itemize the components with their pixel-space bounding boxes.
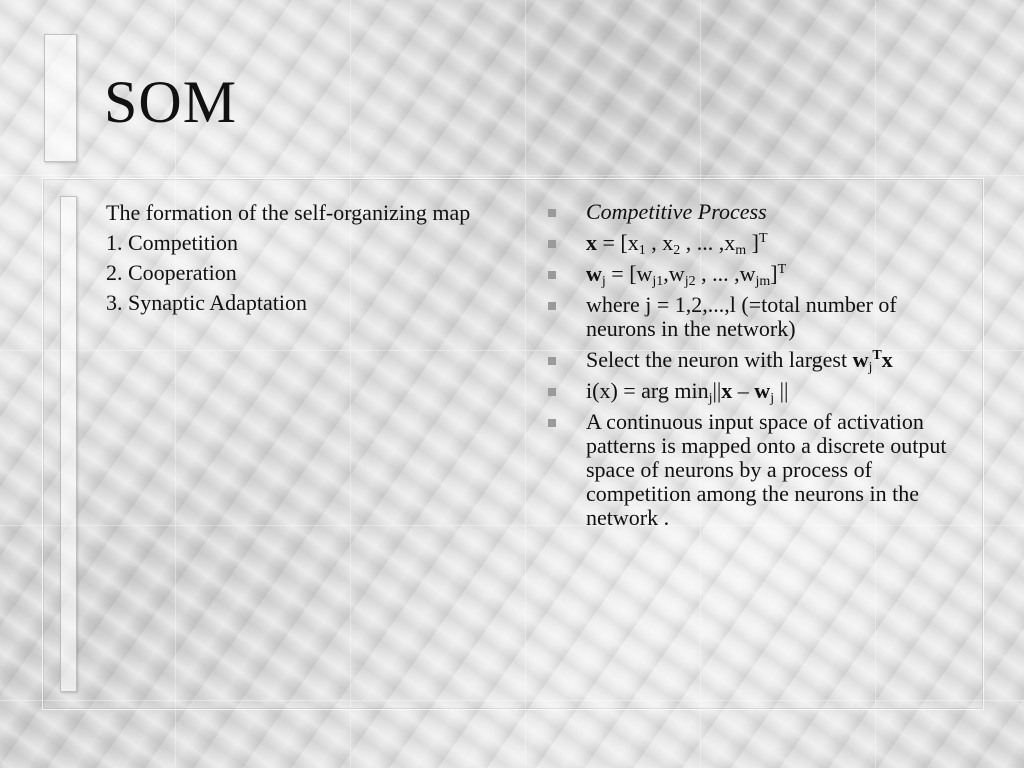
title-accent-bar — [44, 34, 77, 162]
x-end: ] — [746, 230, 759, 255]
w-symbol: w — [586, 261, 602, 286]
bullet-where-j — [548, 293, 958, 341]
arg-x: x — [721, 378, 733, 403]
x-sub-m: m — [735, 243, 747, 258]
square-bullet-icon — [548, 209, 556, 217]
square-bullet-icon — [548, 357, 556, 365]
x-symbol: x — [586, 230, 597, 255]
right-bullet-list — [548, 200, 958, 537]
arg-norm-open: || — [712, 378, 722, 403]
slide-title: SOM — [104, 69, 238, 135]
bullet-continuous-input — [548, 410, 958, 530]
w-sup-t: T — [777, 262, 787, 277]
select-text: Select the neuron with largest — [586, 347, 853, 372]
arg-norm-close: || — [774, 378, 789, 403]
x-sup-t: T — [758, 231, 768, 246]
left-item-competition: 1. Competition — [106, 230, 238, 255]
select-sup-t-wrap — [872, 348, 881, 363]
x-eq: = [x — [597, 230, 639, 255]
arg-minus: – — [732, 378, 755, 403]
x-sub-2: 2 — [673, 243, 681, 258]
arg-w: w — [754, 378, 771, 403]
x-mid-2: , ... ,x — [680, 230, 736, 255]
select-w: w — [852, 347, 869, 372]
w-sub-jm: jm — [755, 274, 771, 289]
where-j-text: where j = 1,2,...,l (=total number of neurons in the network) — [586, 292, 897, 341]
bullet-arg-min — [548, 378, 958, 406]
w-sub-j1: j1 — [652, 274, 664, 289]
continuous-input-text: A continuous input space of activation patterns is mapped onto a discrete output space of neurons by a process of competition among the neurons in the network . — [586, 409, 947, 530]
left-item-synaptic-adaptation: 3. Synaptic Adaptation — [106, 290, 308, 315]
arg-text: i(x) = arg min — [586, 378, 709, 403]
w-sub-j: j — [601, 274, 606, 289]
w-eq: = [w — [605, 261, 653, 286]
square-bullet-icon — [548, 271, 556, 279]
competitive-process-heading: Competitive Process — [586, 199, 767, 224]
texture-seam — [0, 175, 1024, 176]
select-x: x — [881, 347, 893, 372]
square-bullet-icon — [548, 240, 556, 248]
w-mid-1: ,w — [663, 261, 685, 286]
square-bullet-icon — [548, 419, 556, 427]
bullet-w-vector — [548, 261, 958, 289]
square-bullet-icon — [548, 302, 556, 310]
left-intro: The formation of the self-organizing map — [106, 200, 471, 225]
w-mid-2: , ... ,w — [695, 261, 756, 286]
w-end: ] — [770, 261, 778, 286]
x-sub-1: 1 — [638, 243, 646, 258]
bullet-x-vector — [548, 230, 958, 258]
bullet-competitive-process — [548, 200, 958, 224]
w-sub-j2: j2 — [684, 274, 696, 289]
bullet-select-neuron — [548, 347, 958, 375]
left-column — [106, 200, 506, 320]
left-item-cooperation: 2. Cooperation — [106, 260, 237, 285]
square-bullet-icon — [548, 388, 556, 396]
arg-sub-j2: j — [770, 391, 775, 406]
select-sup-t: T — [872, 348, 882, 363]
select-sub-j: j — [868, 360, 873, 375]
arg-sub-j: j — [708, 391, 713, 406]
x-mid-1: , x — [645, 230, 674, 255]
